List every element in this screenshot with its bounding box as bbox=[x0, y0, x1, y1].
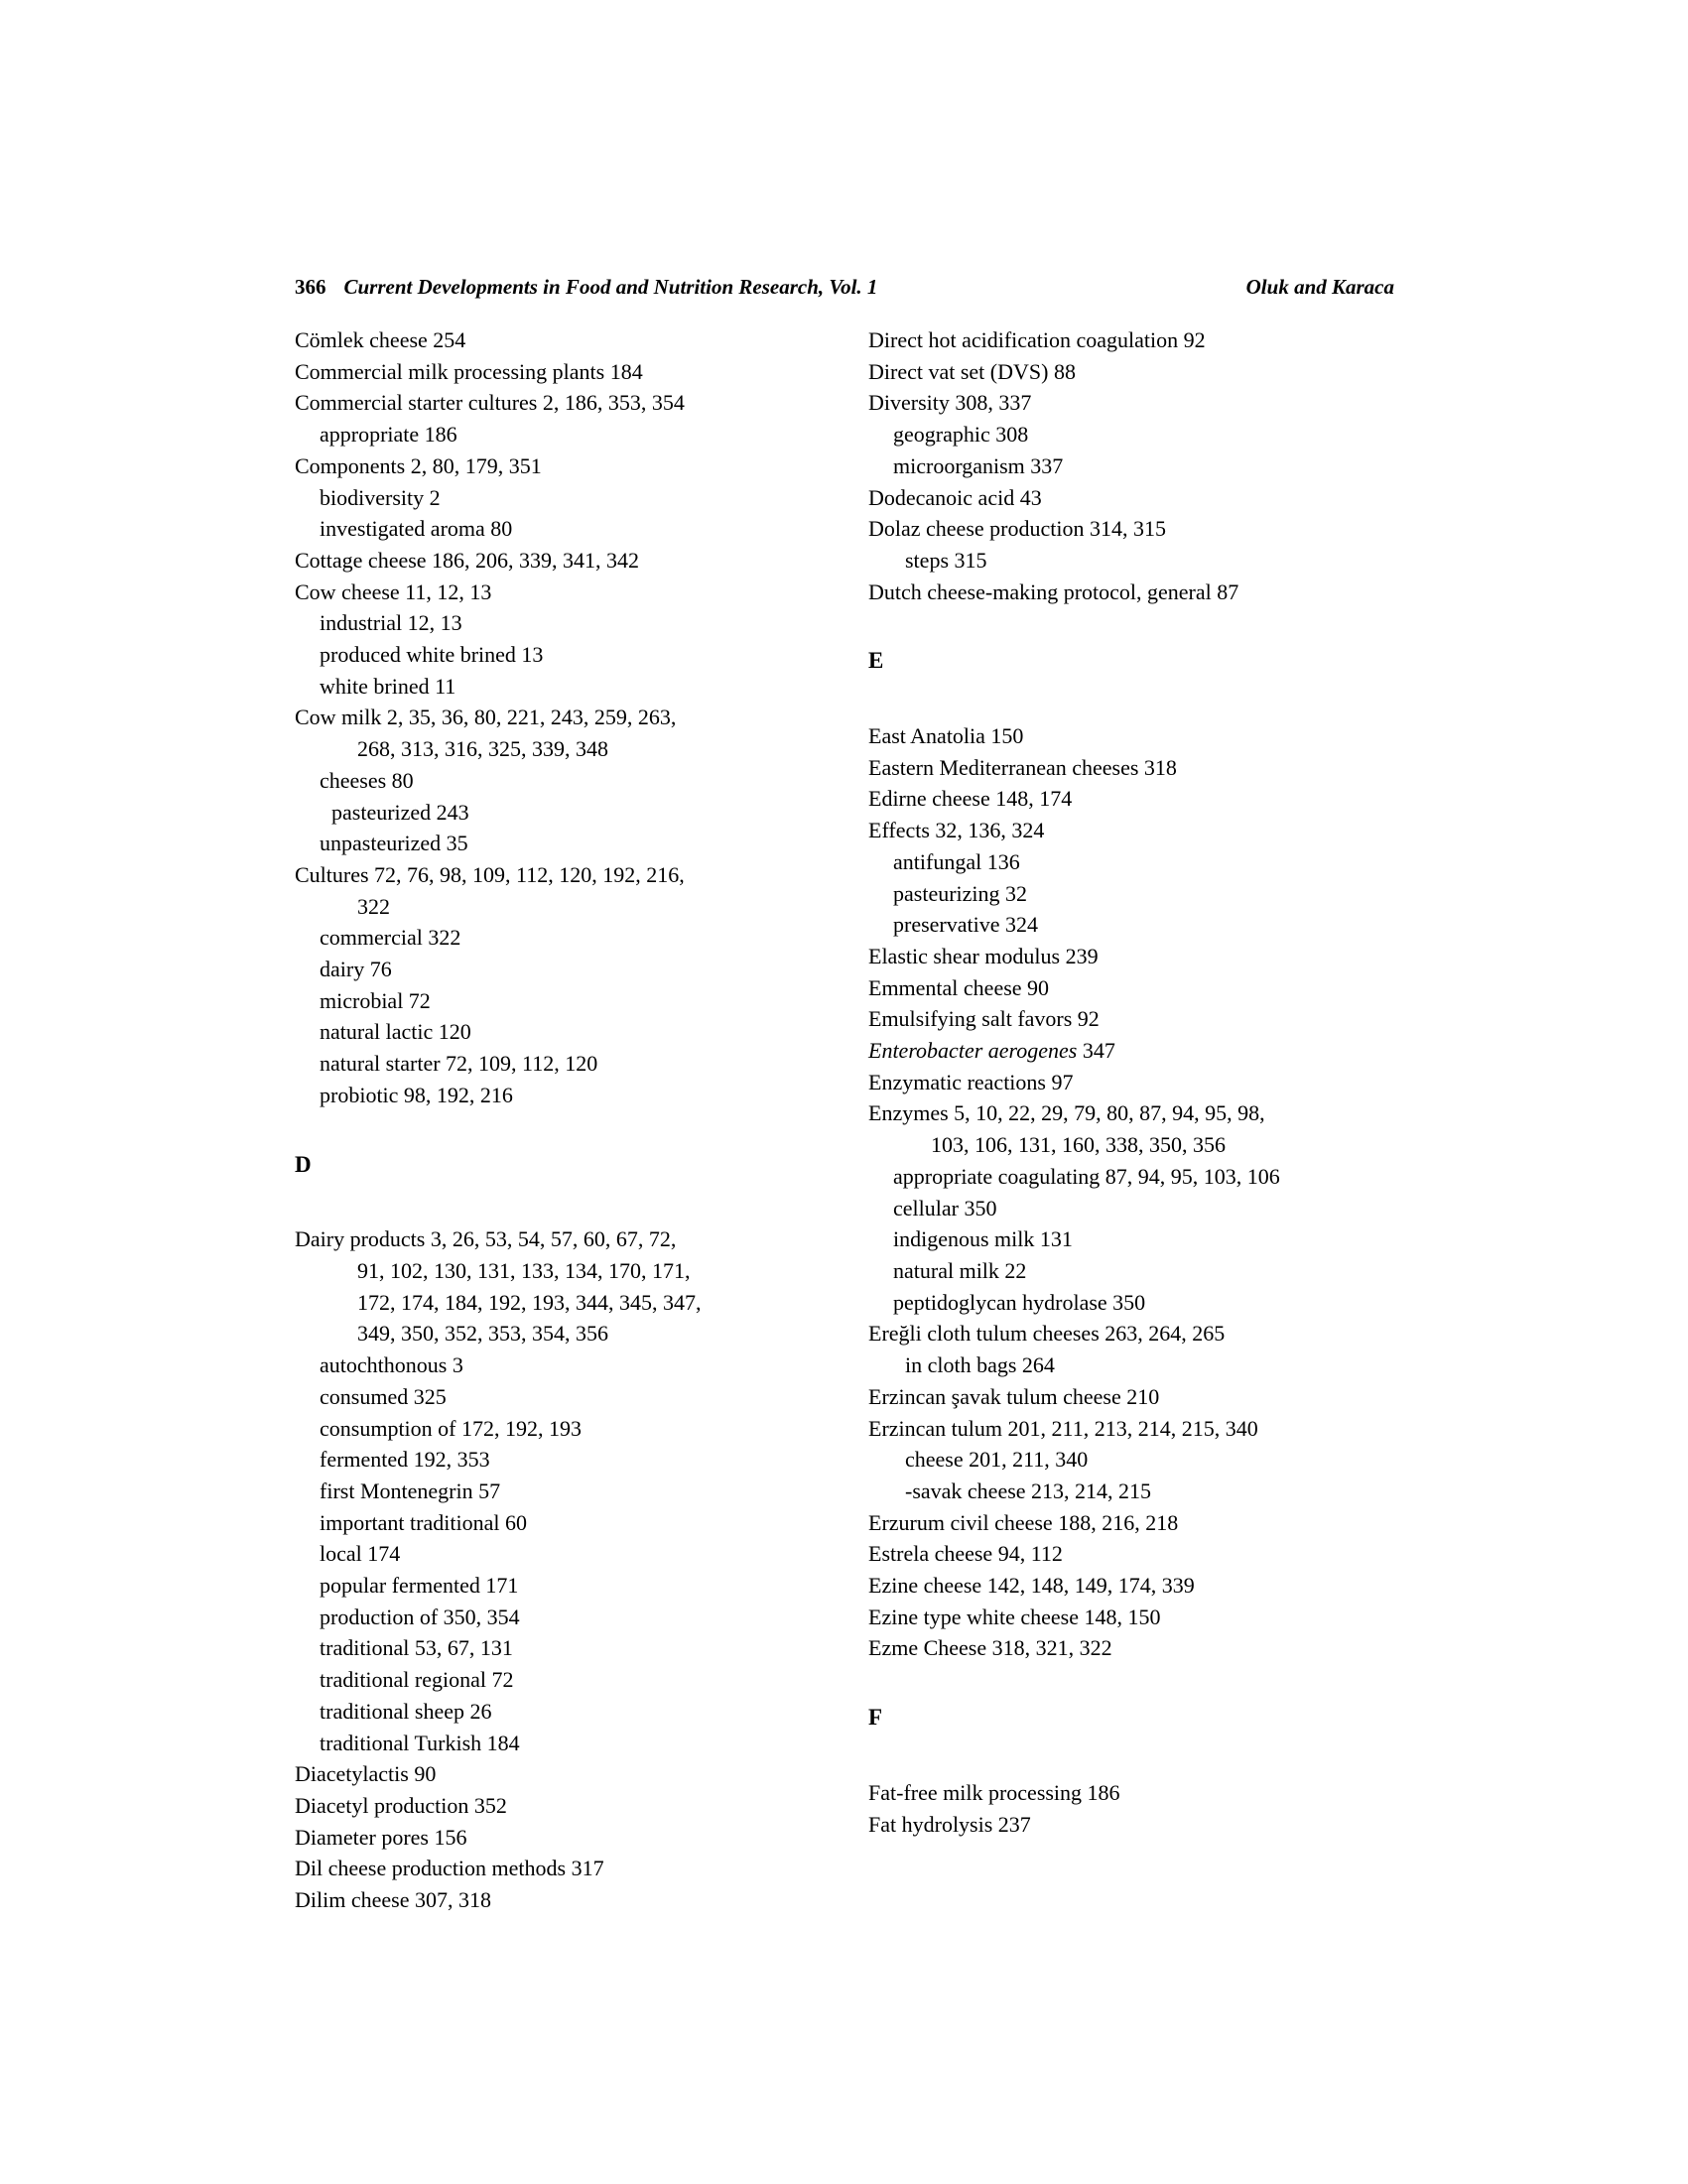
index-entry-line: Commercial milk processing plants 184 bbox=[295, 358, 643, 384]
index-entry-line: Elastic shear modulus 239 bbox=[868, 943, 1099, 968]
index-entry-line: Enterobacter aerogenes 347 bbox=[868, 1038, 1115, 1064]
index-entry-line: steps 315 bbox=[905, 547, 987, 573]
index-entry-line: consumption of 172, 192, 193 bbox=[320, 1415, 582, 1441]
index-entry-line: 322 bbox=[357, 893, 390, 919]
index-entry-line: Dodecanoic acid 43 bbox=[868, 484, 1042, 510]
index-entry-line: Cow milk 2, 35, 36, 80, 221, 243, 259, 263, bbox=[295, 705, 677, 730]
index-entry-line: Eastern Mediterranean cheeses 318 bbox=[868, 754, 1177, 780]
index-entry-line: Ezme Cheese 318, 321, 322 bbox=[868, 1635, 1112, 1661]
index-entry-line: local 174 bbox=[320, 1541, 401, 1567]
index-entry-line: Ezine cheese 142, 148, 149, 174, 339 bbox=[868, 1573, 1195, 1599]
index-entry-line: traditional regional 72 bbox=[320, 1667, 514, 1693]
index-column-right bbox=[868, 324, 1429, 1840]
index-entry-line: traditional sheep 26 bbox=[320, 1698, 492, 1724]
index-entry-line: Emmental cheese 90 bbox=[868, 974, 1050, 1000]
index-entry-line: Dil cheese production methods 317 bbox=[295, 1856, 604, 1881]
index-entry-line: important traditional 60 bbox=[320, 1509, 527, 1535]
index-entry-line: dairy 76 bbox=[320, 957, 392, 982]
index-entry-line: cheeses 80 bbox=[320, 767, 414, 793]
index-entry-line: 103, 106, 131, 160, 338, 350, 356 bbox=[931, 1132, 1226, 1158]
index-entry-line: Ezine type white cheese 148, 150 bbox=[868, 1604, 1161, 1629]
index-entry-line: industrial 12, 13 bbox=[320, 610, 462, 636]
index-entry-line: pasteurizing 32 bbox=[893, 880, 1028, 906]
index-entry-line: Estrela cheese 94, 112 bbox=[868, 1541, 1063, 1567]
index-entry-line: Enzymatic reactions 97 bbox=[868, 1069, 1074, 1094]
index-entry-line: antifungal 136 bbox=[893, 848, 1020, 874]
index-entry-line: Diacetyl production 352 bbox=[295, 1792, 507, 1818]
index-entry-line: biodiversity 2 bbox=[320, 484, 441, 510]
section-heading-F: F bbox=[868, 1705, 883, 1731]
index-entry-line: Erzurum civil cheese 188, 216, 218 bbox=[868, 1509, 1179, 1535]
index-entry-line: Erzincan tulum 201, 211, 213, 214, 215, 340 bbox=[868, 1415, 1258, 1441]
index-entry-line: production of 350, 354 bbox=[320, 1604, 520, 1629]
index-entry-line: Emulsifying salt favors 92 bbox=[868, 1006, 1100, 1032]
index-entry-line: Fat-free milk processing 186 bbox=[868, 1779, 1120, 1805]
index-entry-line: traditional Turkish 184 bbox=[320, 1730, 520, 1755]
index-entry-line: Cömlek cheese 254 bbox=[295, 327, 466, 352]
index-entry-line: probiotic 98, 192, 216 bbox=[320, 1082, 513, 1107]
index-entry-line: Commercial starter cultures 2, 186, 353, 354 bbox=[295, 390, 685, 416]
index-entry-line: 91, 102, 130, 131, 133, 134, 170, 171, bbox=[357, 1257, 691, 1283]
index-entry-line: Diameter pores 156 bbox=[295, 1824, 467, 1850]
index-entry-line: preservative 324 bbox=[893, 912, 1038, 938]
index-entry-line: Dairy products 3, 26, 53, 54, 57, 60, 67, 72, bbox=[295, 1226, 677, 1252]
index-entry-line: 172, 174, 184, 192, 193, 344, 345, 347, bbox=[357, 1289, 702, 1315]
index-column-left bbox=[295, 324, 855, 1916]
index-entry-line: pasteurized 243 bbox=[331, 799, 469, 825]
index-entry-line: Dutch cheese-making protocol, general 87 bbox=[868, 578, 1239, 604]
index-entry-line: unpasteurized 35 bbox=[320, 831, 468, 856]
index-entry-line: Effects 32, 136, 324 bbox=[868, 818, 1045, 843]
index-entry-line: first Montenegrin 57 bbox=[320, 1477, 501, 1503]
running-authors: Oluk and Karaca bbox=[1245, 275, 1394, 299]
index-entry-line: natural starter 72, 109, 112, 120 bbox=[320, 1051, 598, 1077]
section-heading-E: E bbox=[868, 648, 884, 674]
index-entry-line: Edirne cheese 148, 174 bbox=[868, 786, 1073, 812]
index-entry-line: indigenous milk 131 bbox=[893, 1226, 1073, 1252]
index-entry-line: -savak cheese 213, 214, 215 bbox=[905, 1477, 1152, 1503]
index-entry-line: natural lactic 120 bbox=[320, 1019, 471, 1045]
index-entry-line: natural milk 22 bbox=[893, 1257, 1027, 1283]
index-entry-line: peptidoglycan hydrolase 350 bbox=[893, 1289, 1146, 1315]
index-entry-line: Components 2, 80, 179, 351 bbox=[295, 452, 542, 478]
index-entry-line: Direct vat set (DVS) 88 bbox=[868, 358, 1076, 384]
index-entry-line: fermented 192, 353 bbox=[320, 1447, 490, 1473]
index-entry-line: microbial 72 bbox=[320, 987, 431, 1013]
index-entry-line: traditional 53, 67, 131 bbox=[320, 1635, 513, 1661]
section-heading-D: D bbox=[295, 1151, 312, 1177]
index-entry-line: appropriate 186 bbox=[320, 422, 457, 448]
running-head-left bbox=[295, 274, 877, 300]
index-entry-line: Cow cheese 11, 12, 13 bbox=[295, 578, 492, 604]
index-entry-line: Dilim cheese 307, 318 bbox=[295, 1887, 491, 1913]
index-entry-line: Fat hydrolysis 237 bbox=[868, 1811, 1031, 1837]
index-entry-line: commercial 322 bbox=[320, 925, 461, 951]
index-entry-line: popular fermented 171 bbox=[320, 1573, 519, 1599]
index-entry-line: Erzincan şavak tulum cheese 210 bbox=[868, 1383, 1160, 1409]
index-entry-line: Enzymes 5, 10, 22, 29, 79, 80, 87, 94, 95, 98, bbox=[868, 1100, 1265, 1126]
index-entry-line: East Anatolia 150 bbox=[868, 723, 1024, 749]
index-entry-line: Ereğli cloth tulum cheeses 263, 264, 265 bbox=[868, 1321, 1226, 1347]
index-entry-line: white brined 11 bbox=[320, 673, 456, 699]
book-title: Current Developments in Food and Nutrition Research, Vol. 1 bbox=[343, 275, 878, 299]
index-entry-line: geographic 308 bbox=[893, 422, 1029, 448]
index-entry-line: in cloth bags 264 bbox=[905, 1352, 1055, 1378]
index-entry-line: consumed 325 bbox=[320, 1383, 447, 1409]
index-entry-line: cellular 350 bbox=[893, 1195, 997, 1220]
index-entry-line: cheese 201, 211, 340 bbox=[905, 1447, 1089, 1473]
index-entry-line: Direct hot acidification coagulation 92 bbox=[868, 327, 1206, 352]
index-entry-line: Diversity 308, 337 bbox=[868, 390, 1032, 416]
index-entry-line: Cottage cheese 186, 206, 339, 341, 342 bbox=[295, 547, 640, 573]
index-entry-line: Diacetylactis 90 bbox=[295, 1761, 437, 1787]
index-entry-line: Dolaz cheese production 314, 315 bbox=[868, 516, 1166, 542]
page-number: 366 bbox=[295, 275, 326, 299]
index-entry-line: investigated aroma 80 bbox=[320, 516, 513, 542]
page-header bbox=[295, 274, 1394, 300]
index-entry-line: produced white brined 13 bbox=[320, 642, 544, 668]
index-entry-line: autochthonous 3 bbox=[320, 1352, 463, 1378]
index-entry-line: microorganism 337 bbox=[893, 452, 1064, 478]
index-entry-line: 268, 313, 316, 325, 339, 348 bbox=[357, 736, 608, 762]
index-entry-line: 349, 350, 352, 353, 354, 356 bbox=[357, 1321, 608, 1347]
index-entry-line: Cultures 72, 76, 98, 109, 112, 120, 192, 216, bbox=[295, 861, 685, 887]
index-entry-line: appropriate coagulating 87, 94, 95, 103, 106 bbox=[893, 1163, 1280, 1189]
